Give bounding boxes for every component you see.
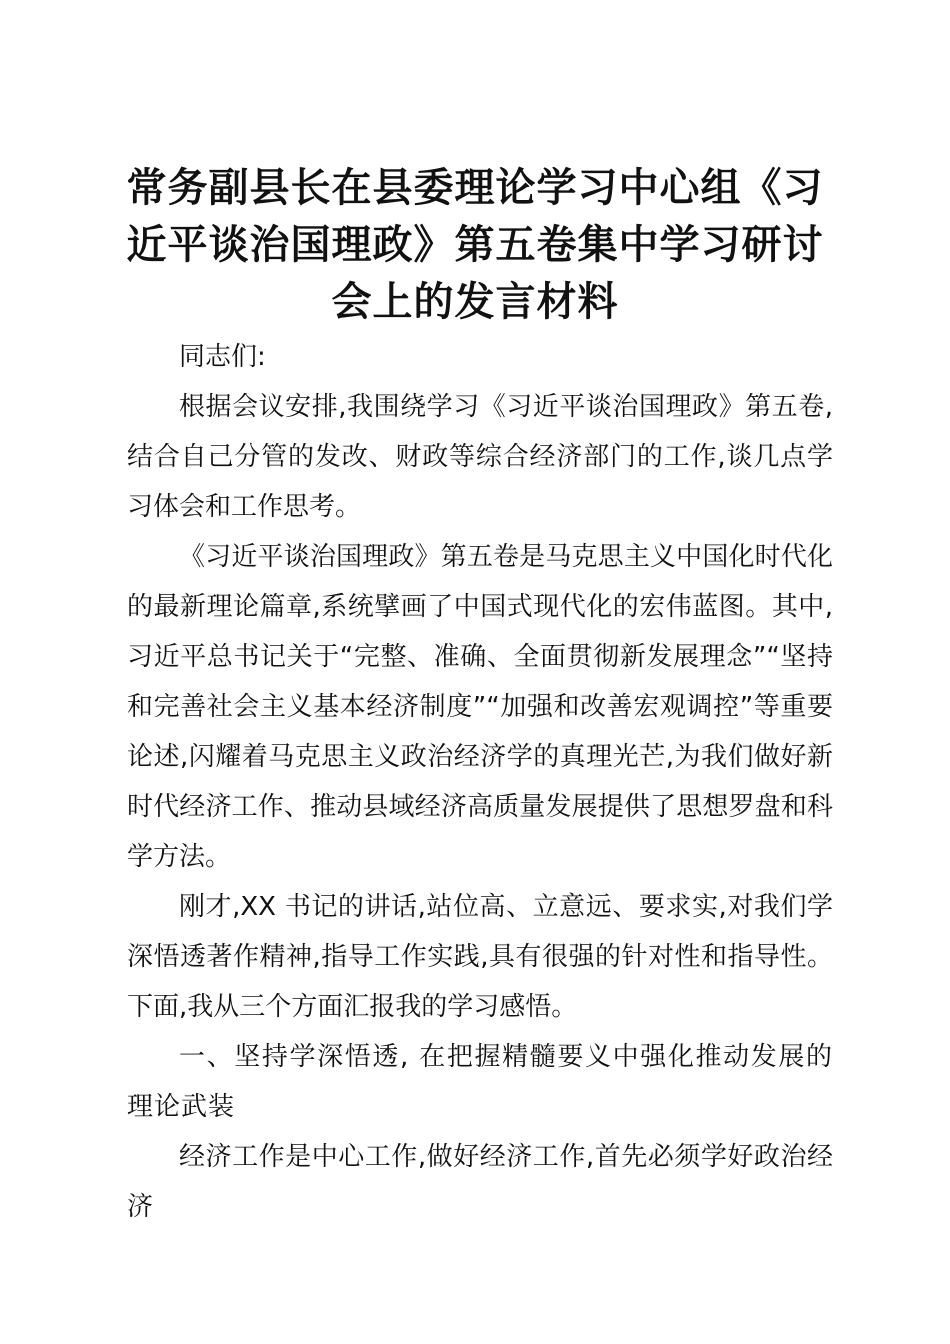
- greeting: 同志们:: [179, 342, 266, 372]
- document-title: 常务副县长在县委理论学习中心组《习近平谈治国理政》第五卷集中学习研讨会上的发言材料: [126, 165, 824, 325]
- paragraph-secretary-speech: 刚才,XX 书记的讲话,站位高、立意远、要求实,对我们学深悟透著作精神,指导工作实践,具有很强的针对性和指导性。下面,我从三个方面汇报我的学习感悟。: [127, 892, 833, 1022]
- paragraph-intro: 根据会议安排,我围绕学习《习近平谈治国理政》第五卷,结合自己分管的发改、财政等综合经济部门的工作,谈几点学习体会和工作思考。: [127, 392, 833, 522]
- paragraph-economic-work: 经济工作是中心工作,做好经济工作,首先必须学好政治经济: [127, 1142, 833, 1222]
- paragraph-volume-five: 《习近平谈治国理政》第五卷是马克思主义中国化时代化的最新理论篇章,系统擘画了中国式现代化的宏伟蓝图。其中,习近平总书记关于“完整、准确、全面贯彻新发展理念”“坚持和完善社会主义基本经济制度”“加强和改善宏观调控”等重要论述,闪耀着马克思主义政治经济学的真理光芒,为我们做好新时代经济工作、推动县域经济高质量发展提供了思想罗盘和科学方法。: [127, 542, 833, 872]
- section-heading-one: 一、坚持学深悟透, 在把握精髓要义中强化推动发展的理论武装: [127, 1042, 833, 1122]
